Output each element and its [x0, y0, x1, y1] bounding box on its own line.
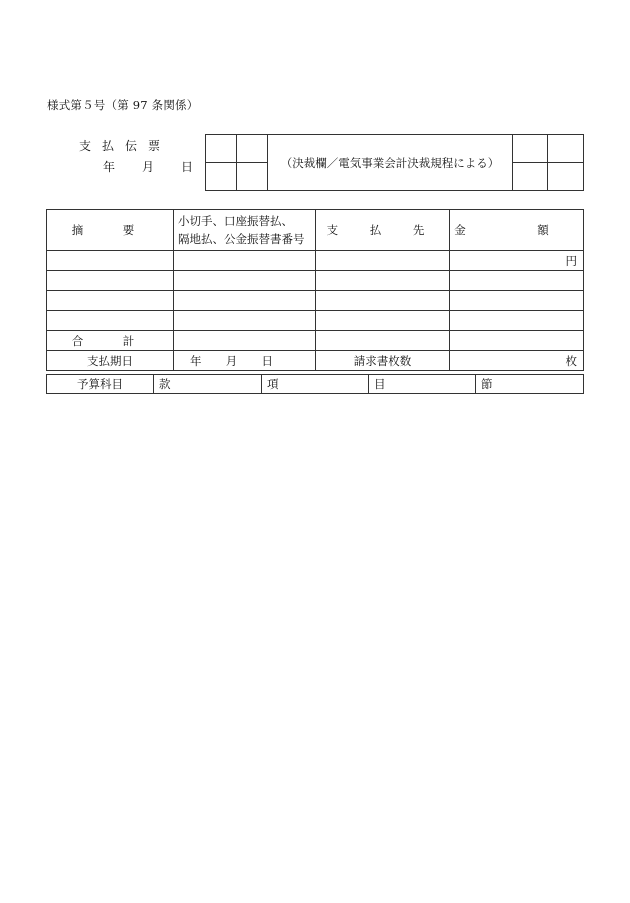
- header-summary: 摘 要: [47, 210, 174, 251]
- payment-day-label: 日: [261, 353, 273, 368]
- header-amount: 金 額: [450, 210, 584, 251]
- budget-setsu-label: 節: [481, 377, 493, 391]
- approval-cell[interactable]: [206, 135, 237, 163]
- payment-year-label: 年: [190, 353, 202, 368]
- budget-moku-label: 目: [374, 377, 386, 391]
- invoice-count-cell[interactable]: [450, 351, 584, 371]
- sheet-unit: 枚: [565, 353, 577, 368]
- budget-kou-cell[interactable]: [262, 375, 369, 394]
- approval-cell[interactable]: [548, 163, 584, 191]
- approval-cell[interactable]: [206, 163, 237, 191]
- payee-cell[interactable]: [316, 291, 450, 311]
- check-number-cell[interactable]: [174, 311, 316, 331]
- header-payee: 支 払 先: [316, 210, 450, 251]
- amount-cell[interactable]: [450, 271, 584, 291]
- header-check-line1: 小切手、口座振替払、: [178, 214, 293, 228]
- total-check-cell[interactable]: [174, 331, 316, 351]
- slip-day-label: 日: [180, 160, 193, 174]
- payment-date-cell[interactable]: [174, 351, 316, 371]
- payee-cell[interactable]: [316, 311, 450, 331]
- approval-cell[interactable]: [548, 135, 584, 163]
- approval-note: （決裁欄／電気事業会計決裁規程による）: [268, 135, 513, 191]
- approval-cell[interactable]: [513, 163, 548, 191]
- budget-label: 予算科目: [47, 375, 154, 394]
- check-number-cell[interactable]: [174, 271, 316, 291]
- budget-moku-cell[interactable]: [369, 375, 476, 394]
- approval-cell[interactable]: [513, 135, 548, 163]
- amount-cell[interactable]: [450, 291, 584, 311]
- total-label: 合 計: [47, 331, 174, 351]
- payee-cell[interactable]: [316, 251, 450, 271]
- slip-month-label: 月: [141, 160, 154, 174]
- summary-cell[interactable]: [47, 271, 174, 291]
- header-check-number: [174, 210, 316, 251]
- budget-table: [46, 374, 584, 394]
- slip-year-label: 年: [103, 160, 116, 174]
- approval-box: [205, 134, 584, 191]
- payment-month-label: 月: [225, 353, 238, 368]
- slip-date-line: [103, 158, 193, 175]
- header-check-line2: 隔地払、公金振替書番号: [178, 232, 305, 246]
- check-number-cell[interactable]: [174, 251, 316, 271]
- amount-cell[interactable]: [450, 311, 584, 331]
- payment-date-label: 支払期日: [47, 351, 174, 371]
- approval-cell[interactable]: [237, 163, 268, 191]
- form-id: 様式第５号（第 97 条関係）: [47, 98, 199, 112]
- payee-cell[interactable]: [316, 271, 450, 291]
- total-payee-cell[interactable]: [316, 331, 450, 351]
- amount-cell[interactable]: [450, 251, 584, 271]
- total-amount-cell[interactable]: [450, 331, 584, 351]
- payment-table: [46, 209, 584, 371]
- budget-setsu-cell[interactable]: [476, 375, 584, 394]
- budget-kan-cell[interactable]: [154, 375, 262, 394]
- summary-cell[interactable]: [47, 251, 174, 271]
- yen-unit: 円: [565, 253, 577, 268]
- invoice-count-label: 請求書枚数: [316, 351, 450, 371]
- check-number-cell[interactable]: [174, 291, 316, 311]
- approval-cell[interactable]: [237, 135, 268, 163]
- summary-cell[interactable]: [47, 291, 174, 311]
- payment-date-fields: [174, 353, 315, 369]
- slip-title: 支払伝票: [79, 139, 172, 153]
- budget-kou-label: 項: [267, 377, 279, 391]
- summary-cell[interactable]: [47, 311, 174, 331]
- budget-kan-label: 款: [159, 377, 171, 391]
